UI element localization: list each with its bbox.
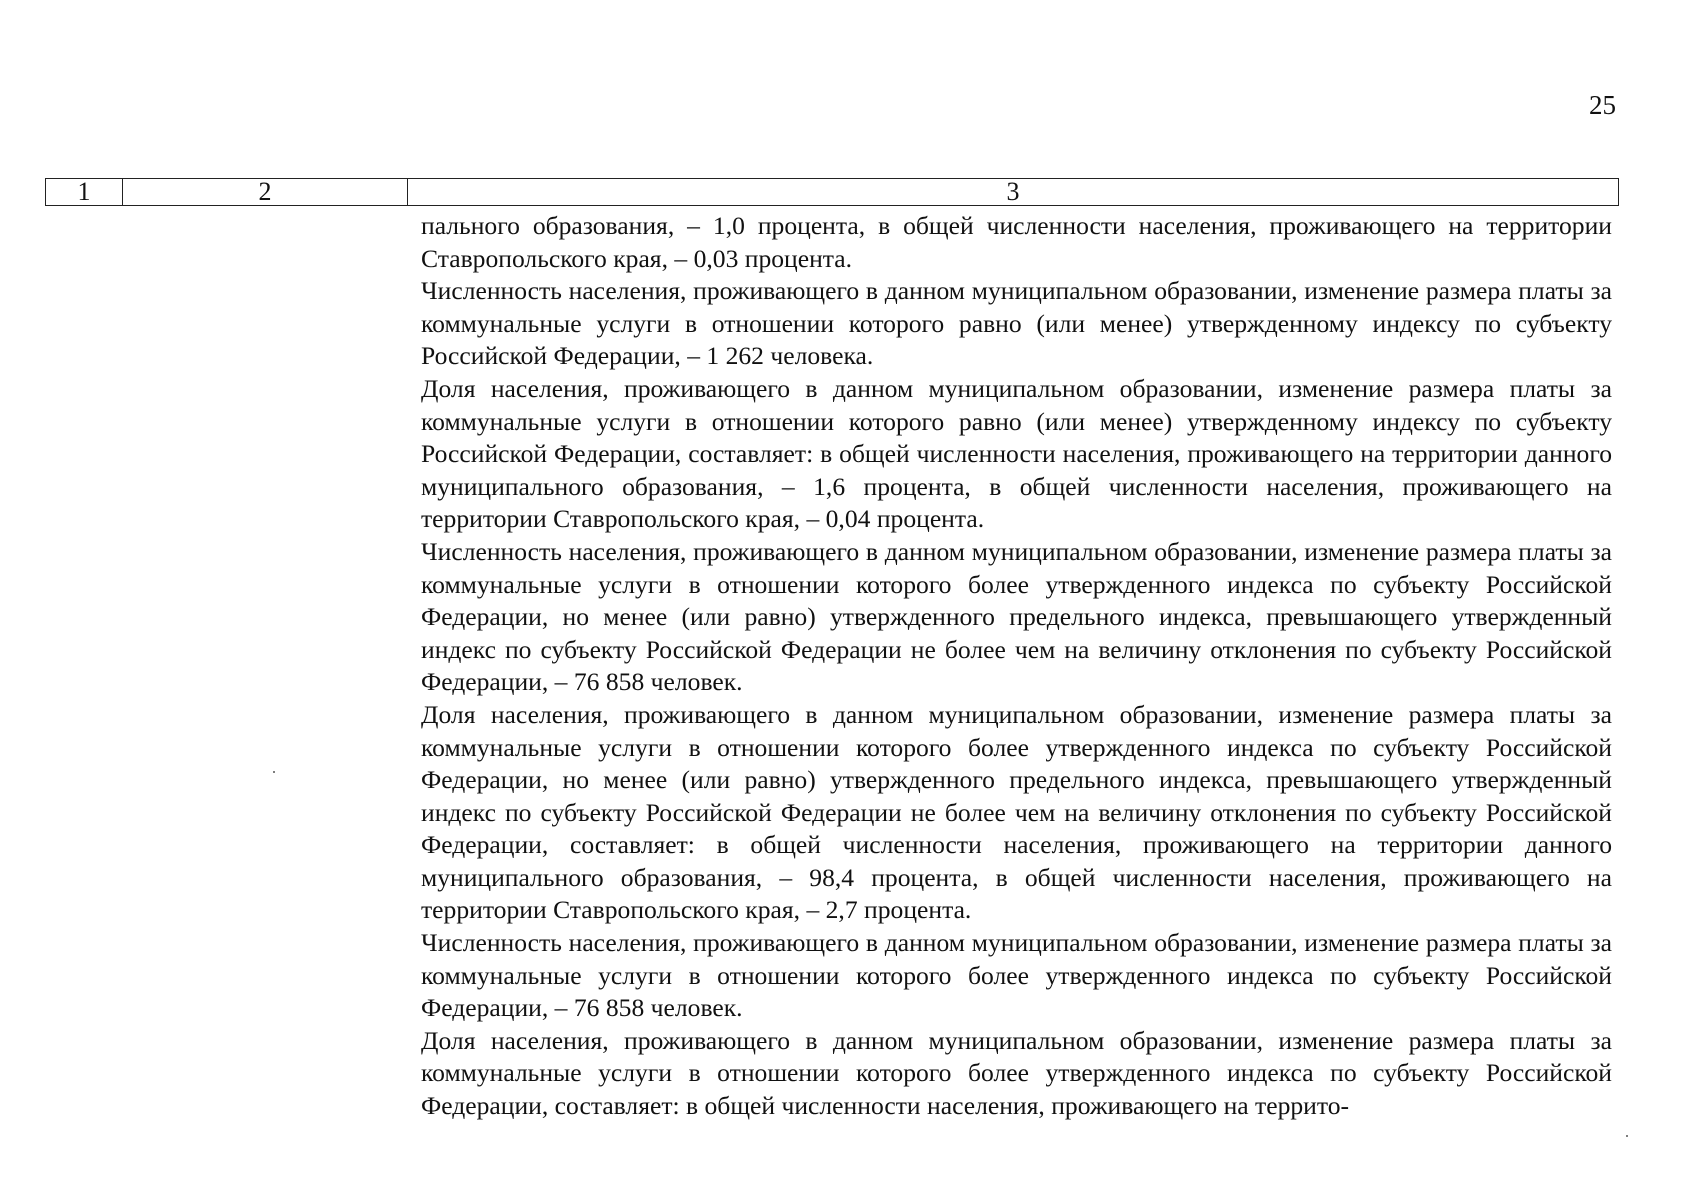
column-number-1: 1 [46,179,123,205]
paragraph: Численность населения, проживающего в данном муниципальном образовании, изменение размера платы за коммунальные услуги в отношении которого более утвержденного индекса по субъекту Российской Федерации, – 76 858 человек. [421,928,1612,1023]
column-number-2: 2 [123,179,408,205]
scan-speck [273,771,275,773]
column-number-3: 3 [1006,177,1020,206]
page-number: 25 [1589,90,1616,120]
document-body [421,210,1612,1123]
table-column-header-row [45,178,1619,206]
paragraph: Численность населения, проживающего в данном муниципальном образовании, изменение размера платы за коммунальные услуги в отношении которого равно (или менее) утвержденному индексу по субъекту Российской Федерации, – 1 262 человека. [421,276,1612,371]
paragraph: Численность населения, проживающего в данном муниципальном образовании, изменение размера платы за коммунальные услуги в отношении которого более утвержденного индекса по субъекту Российской Федерации, но менее (или равно) утвержденного предельного индекса, превышающего утвержденный индекс по субъекту Российской Федерации не более чем на величину отклонения по субъекту Российской Федерации, – 76 858 человек. [421,536,1612,697]
paragraph: Доля населения, проживающего в данном муниципальном образовании, изменение размера платы за коммунальные услуги в отношении которого более утвержденного индекса по субъекту Российской Федерации, но менее (или равно) утвержденного предельного индекса, превышающего утвержденный индекс по субъекту Российской Федерации не более чем на величину отклонения по субъекту Российской Федерации, составляет: в общей численности населения, проживающего на территории данного муниципального образования, – 98,4 процента, в общей численности населения, проживающего на территории Ставропольского края, – 2,7 процента. [421,699,1612,925]
paragraph: Доля населения, проживающего в данном муниципальном образовании, изменение размера платы за коммунальные услуги в отношении которого равно (или менее) утвержденному индексу по субъекту Российской Федерации, составляет: в общей численности населения, проживающего на территории данного муниципального образования, – 1,6 процента, в общей численности населения, проживающего на территории Ставропольского края, – 0,04 процента. [421,373,1612,534]
scan-speck [1626,1135,1628,1137]
paragraph: Доля населения, проживающего в данном муниципальном образовании, изменение размера платы за коммунальные услуги в отношении которого более утвержденного индекса по субъекту Российской Федерации, составляет: в общей численности населения, проживающего на террито- [421,1025,1612,1121]
paragraph: пального образования, – 1,0 процента, в общей численности населения, проживающего на территории Ставропольского края, – 0,03 процента. [421,211,1612,273]
